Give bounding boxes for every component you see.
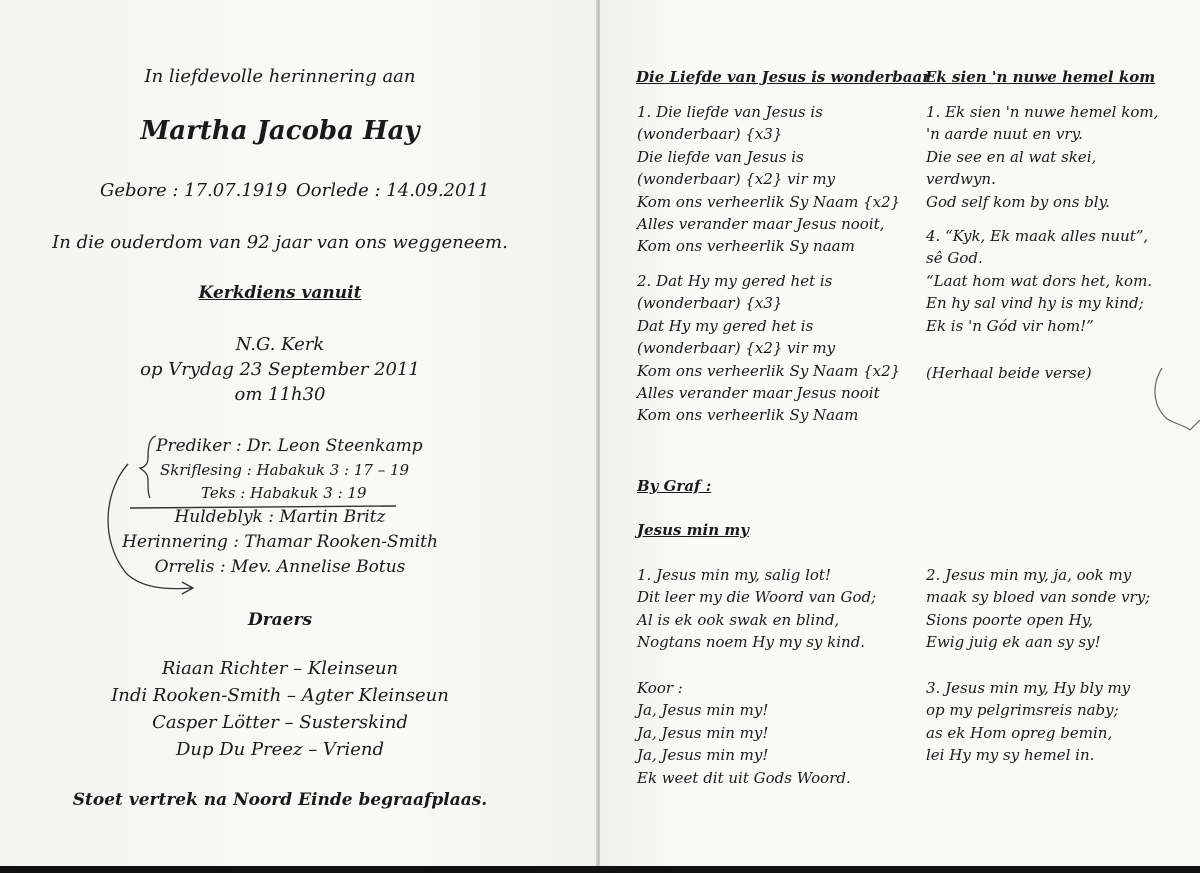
hymn1-title: Die Liefde van Jesus is wonderbaar: [636, 68, 931, 86]
hymn2-title: Ek sien 'n nuwe hemel kom: [925, 68, 1156, 86]
role-remembrance: Herinnering : Thamar Rooken-Smith: [122, 532, 438, 552]
right-page: [600, 0, 1200, 866]
deceased-name: Martha Jacoba Hay: [140, 116, 420, 146]
intro-line: In liefdevolle herinnering aan: [144, 66, 416, 87]
bearers-heading: Draers: [247, 610, 313, 630]
hymn2-verse4: 4. “Kyk, Ek maak alles nuut”, sê God. “Laat hom wat dors het, kom. En hy sal vind hy is my kind; Ek is 'n Gód vir hom!”: [926, 227, 1153, 335]
hymn3-verse2: 2. Jesus min my, ja, ook my maak sy bloed van sonde vry; Sions poorte open Hy, Ewig juig ek aan sy sy!: [926, 566, 1151, 652]
hymn3-title: Jesus min my: [637, 521, 749, 539]
role-text: Teks : Habakuk 3 : 19: [201, 484, 367, 502]
age-line: In die ouderdom van 92 jaar van ons weggeneem.: [52, 232, 508, 253]
bearer-item: Casper Lötter – Susterskind: [152, 712, 408, 733]
role-scripture-reading: Skriflesing : Habakuk 3 : 17 – 19: [160, 461, 410, 479]
hymn3-verse1: 1. Jesus min my, salig lot! Dit leer my die Woord van God; Al is ek ook swak en blind, Nogtans noem Hy my sy kind.: [637, 566, 877, 652]
service-date: op Vrydag 23 September 2011: [140, 359, 420, 380]
birth-date: Gebore : 17.07.1919: [100, 180, 288, 201]
bearer-item: Riaan Richter – Kleinseun: [161, 658, 399, 679]
repeat-note: (Herhaal beide verse): [926, 364, 1092, 382]
bearer-item: Indi Rooken-Smith – Agter Kleinseun: [111, 685, 449, 706]
hymn3-chorus: Koor : Ja, Jesus min my! Ja, Jesus min my! Ja, Jesus min my! Ek weet dit uit Gods Woord.: [637, 679, 851, 787]
bearer-item: Dup Du Preez – Vriend: [175, 739, 385, 760]
handwritten-arrow-annotation: [96, 428, 396, 598]
hymn2-verse1: 1. Ek sien 'n nuwe hemel kom, 'n aarde nuut en vry. Die see en al wat skei, verdwyn. God self kom by ons bly.: [926, 103, 1159, 211]
service-time: om 11h30: [234, 384, 326, 405]
graveside-heading: By Graf :: [637, 477, 712, 495]
procession-note: Stoet vertrek na Noord Einde begraafplaas.: [72, 790, 488, 810]
church-name: N.G. Kerk: [235, 334, 325, 355]
death-date: Oorlede : 14.09.2011: [296, 180, 490, 201]
hymn3-verse3: 3. Jesus min my, Hy bly my op my pelgrimsreis naby; as ek Hom opreg bemin, lei Hy my sy hemel in.: [926, 679, 1131, 765]
role-organist: Orrelis : Mev. Annelise Botus: [154, 557, 406, 577]
hymn1-verse2: 2. Dat Hy my gered het is (wonderbaar) {x3} Dat Hy my gered het is (wonderbaar) {x2} vir my Kom ons verheerlik Sy Naam {x2} Alles verander maar Jesus nooit Kom ons verheerlik Sy Naam: [637, 272, 901, 425]
role-preacher: Prediker : Dr. Leon Steenkamp: [156, 436, 423, 456]
scanner-edge: [0, 866, 1200, 873]
role-tribute: Huldeblyk : Martin Britz: [174, 507, 386, 527]
edge-bracket-mark: [1148, 360, 1200, 440]
service-heading: Kerkdiens vanuit: [198, 283, 362, 303]
left-page: [0, 0, 597, 866]
hymn1-verse1: 1. Die liefde van Jesus is (wonderbaar) {x3} Die liefde van Jesus is (wonderbaar) {x2} vir my Kom ons verheerlik Sy Naam {x2} Alles verander maar Jesus nooit, Kom ons verheerlik Sy naam: [637, 103, 901, 256]
